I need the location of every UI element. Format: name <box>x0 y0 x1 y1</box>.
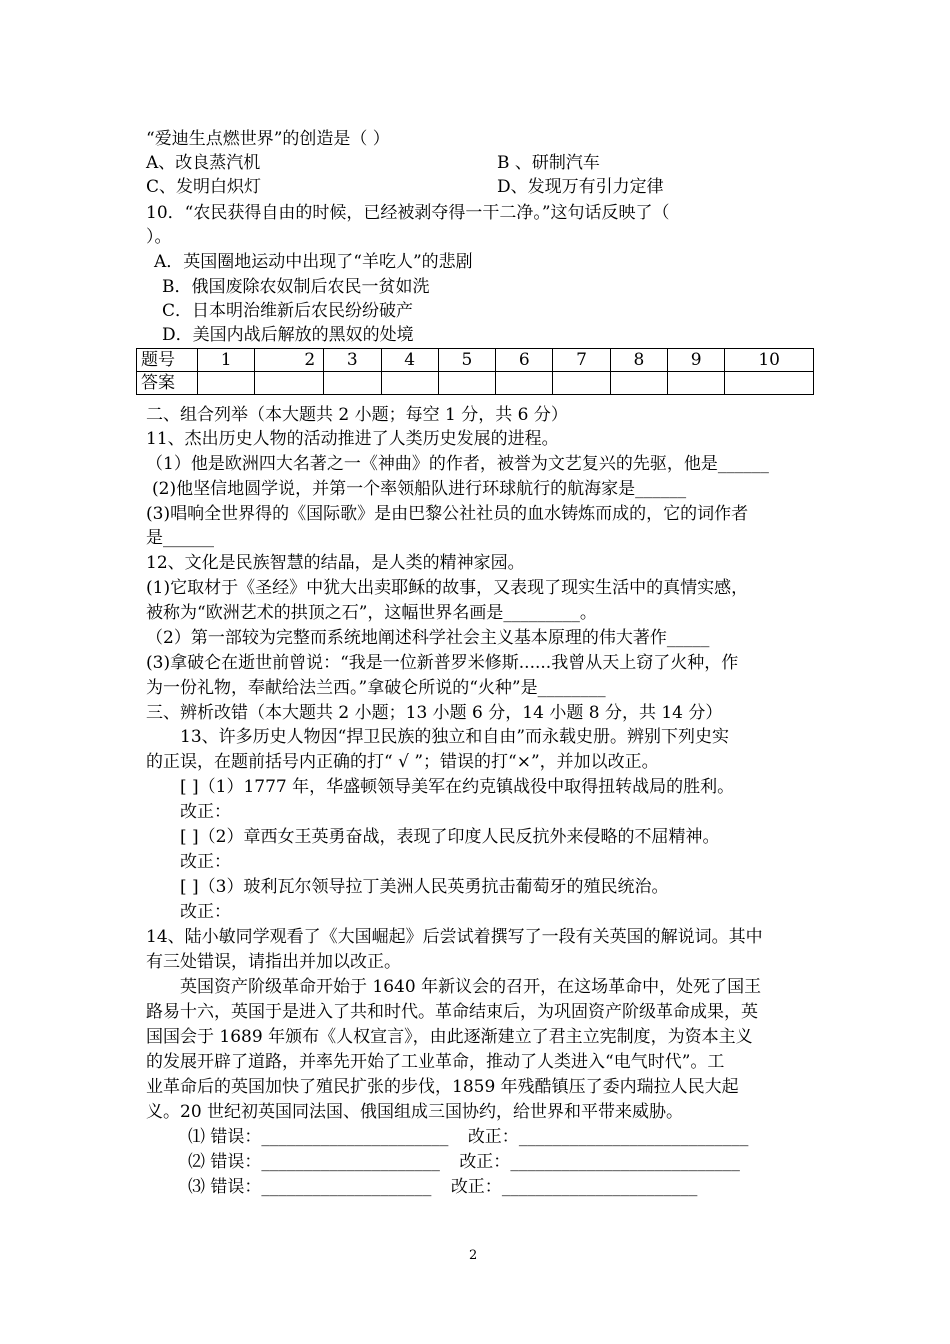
answer-cell[interactable] <box>610 372 667 395</box>
q13-item2: [ ]（2）章西女王英勇奋战，表现了印度人民反抗外来侵略的不屈精神。 <box>180 827 720 847</box>
q14-passage-line: 业革命后的英国加快了殖民扩张的步伐，1859 年残酷镇压了委内瑞拉人民大起 <box>146 1077 739 1097</box>
answer-table-number: 8 <box>610 349 667 372</box>
q14-error-blank[interactable]: ____________________ <box>261 1177 432 1197</box>
q12-part3-line1: (3)拿破仑在逝世前曾说：“我是一位新普罗米修斯......我曾从天上窃了火种，作 <box>146 653 739 673</box>
q13-item3: [ ]（3）玻利瓦尔领导拉丁美洲人民英勇抗击葡萄牙的殖民统治。 <box>180 877 669 897</box>
q12-part1-blank[interactable]: _________。 <box>503 603 597 623</box>
q14-passage-line: 英国资产阶级革命开始于 1640 年新议会的召开，在这场革命中，处死了国王 <box>180 977 762 997</box>
q11-part2-text: (2)他坚信地圆学说，并第一个率领船队进行环球航行的航海家是 <box>152 479 636 499</box>
q11-part2 <box>152 478 686 500</box>
answer-table-answer-row <box>137 372 814 395</box>
answer-cell[interactable] <box>324 372 381 395</box>
q12-part1-text: 被称为“欧洲艺术的拱顶之石”，这幅世界名画是 <box>146 603 504 623</box>
q10-option-d: D．美国内战后解放的黑奴的处境 <box>162 325 414 345</box>
q9-option-b: B 、研制汽车 <box>497 153 600 173</box>
q14-error-blank[interactable]: _____________________ <box>261 1152 440 1172</box>
answer-table-number: 4 <box>381 349 438 372</box>
q14-error-row-3 <box>188 1176 697 1198</box>
section2-heading: 二、组合列举（本大题共 2 小题；每空 1 分，共 6 分） <box>146 405 568 425</box>
q9-stem: “爱迪生点燃世界”的创造是（ ） <box>146 129 390 149</box>
q12-part2 <box>146 627 709 649</box>
q12-stem: 12、文化是民族智慧的结晶，是人类的精神家园。 <box>146 553 525 573</box>
q11-part1-text: （1）他是欧洲四大名著之一《神曲》的作者，被誉为文艺复兴的先驱，他是 <box>146 454 718 474</box>
answer-cell[interactable] <box>198 372 255 395</box>
q14-correction-blank[interactable]: _______________________ <box>501 1177 698 1197</box>
q10-option-a: A．英国圈地运动中出现了“羊吃人”的悲剧 <box>154 252 473 272</box>
q11-stem: 11、杰出历史人物的活动推进了人类历史发展的进程。 <box>146 429 559 449</box>
q13-stem-line2: 的正误，在题前括号内正确的打“ √ ”；错误的打“×”，并加以改正。 <box>146 752 659 772</box>
answer-table-row1-label: 题号 <box>137 349 198 372</box>
answer-table-number: 2 <box>255 349 324 372</box>
answer-table-number: 9 <box>668 349 725 372</box>
q11-part3-line1: (3)唱响全世界得的《国际歌》是由巴黎公社社员的血水铸炼而成的，它的词作者 <box>146 504 749 524</box>
q13-correction-label: 改正： <box>180 802 231 822</box>
q11-part1-blank[interactable]: ______ <box>717 454 769 474</box>
q11-part3-text: 是 <box>146 528 163 548</box>
q9-option-a: A、改良蒸汽机 <box>146 153 261 173</box>
answer-cell[interactable] <box>668 372 725 395</box>
q14-passage-line: 国国会于 1689 年颁布《人权宣言》，由此逐渐建立了君主立宪制度，为资本主义 <box>146 1027 753 1047</box>
q14-correction-blank[interactable]: ___________________________ <box>518 1127 749 1147</box>
q12-part1-line2 <box>146 602 597 624</box>
section3-heading: 三、辨析改错（本大题共 2 小题；13 小题 6 分，14 小题 8 分，共 14 分） <box>146 703 723 723</box>
answer-table-number: 10 <box>725 349 814 372</box>
q13-item1: [ ]（1）1777 年，华盛顿领导美军在约克镇战役中取得扭转战局的胜利。 <box>180 777 735 797</box>
q14-correction-blank[interactable]: ___________________________ <box>510 1152 740 1172</box>
answer-cell[interactable] <box>381 372 438 395</box>
q10-option-c: C．日本明治维新后农民纷纷破产 <box>162 301 414 321</box>
q14-error-label: ⑴ 错误： <box>188 1127 262 1147</box>
answer-table-number-row <box>137 349 814 372</box>
q14-stem-line2: 有三处错误，请指出并加以改正。 <box>146 952 401 972</box>
q13-correction-label: 改正： <box>180 902 231 922</box>
answer-table <box>136 348 814 395</box>
q12-part2-text: （2）第一部较为完整而系统地阐述科学社会主义基本原理的伟大著作 <box>146 628 667 648</box>
q12-part2-blank[interactable]: _____ <box>666 628 710 648</box>
q12-part3-text: 为一份礼物，奉献给法兰西。”拿破仑所说的“火种”是 <box>146 678 538 698</box>
q13-correction-label: 改正： <box>180 852 231 872</box>
answer-cell[interactable] <box>725 372 814 395</box>
answer-table-number: 5 <box>438 349 495 372</box>
q14-passage-line: 路易十六，英国于是进入了共和时代。革命结束后，为巩固资产阶级革命成果，英 <box>146 1002 758 1022</box>
answer-table-number: 1 <box>198 349 255 372</box>
answer-cell[interactable] <box>438 372 495 395</box>
page-number: 2 <box>469 1248 478 1263</box>
q10-option-b: B．俄国废除农奴制后农民一贫如洗 <box>162 277 430 297</box>
q12-part3-line2 <box>146 677 606 699</box>
q11-part3-line2 <box>146 527 214 549</box>
q11-part3-blank[interactable]: ______ <box>163 528 214 548</box>
answer-table-row2-label: 答案 <box>137 372 198 395</box>
q9-option-c: C、发明白炽灯 <box>146 177 262 197</box>
q14-error-row-2 <box>188 1151 740 1173</box>
answer-cell[interactable] <box>496 372 553 395</box>
q10-stem-line1: 10．“农民获得自由的时候，已经被剥夺得一干二净。”这句话反映了（ <box>146 203 670 223</box>
q14-correction-label: 改正： <box>467 1127 519 1147</box>
q14-correction-label: 改正： <box>450 1177 502 1197</box>
q10-stem-line2: ）。 <box>146 227 172 247</box>
q14-passage-line: 的发展开辟了道路，并率先开始了工业革命，推动了人类进入“电气时代”。工 <box>146 1052 725 1072</box>
q11-part1 <box>146 453 769 475</box>
q14-passage-line: 义。20 世纪初英国同法国、俄国组成三国协约，给世界和平带来威胁。 <box>146 1102 684 1122</box>
answer-cell[interactable] <box>255 372 324 395</box>
q14-stem-line1: 14、陆小敏同学观看了《大国崛起》后尝试着撰写了一段有关英国的解说词。其中 <box>146 927 763 947</box>
q9-option-d: D、发现万有引力定律 <box>497 177 664 197</box>
q13-stem-line1: 13、许多历史人物因“捍卫民族的独立和自由”而永载史册。辨别下列史实 <box>180 727 730 747</box>
answer-cell[interactable] <box>553 372 610 395</box>
answer-table-number: 7 <box>553 349 610 372</box>
q14-error-label: ⑶ 错误： <box>188 1177 262 1197</box>
answer-table-number: 6 <box>496 349 553 372</box>
q12-part3-blank[interactable]: ________ <box>537 678 606 698</box>
q14-correction-label: 改正： <box>459 1152 511 1172</box>
q12-part1-line1: (1)它取材于《圣经》中犹大出卖耶稣的故事，又表现了现实生活中的真情实感， <box>146 578 749 598</box>
q14-error-label: ⑵ 错误： <box>188 1152 262 1172</box>
answer-table-number: 3 <box>324 349 381 372</box>
q14-error-row-1 <box>188 1126 748 1148</box>
q11-part2-blank[interactable]: ______ <box>635 479 687 499</box>
q14-error-blank[interactable]: ______________________ <box>261 1127 449 1147</box>
